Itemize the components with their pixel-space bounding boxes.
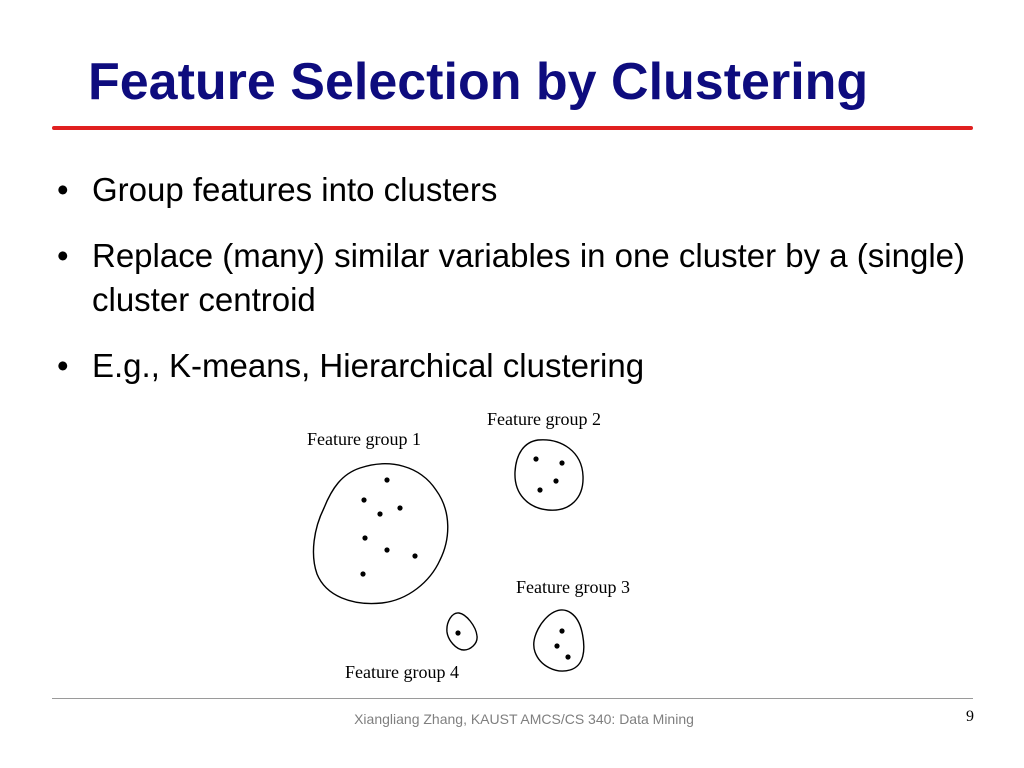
feature-point [559,460,564,465]
bullet-text: Group features into clusters [92,171,498,208]
bullet-marker: • [57,347,69,384]
feature-point [565,654,570,659]
feature-point [360,571,365,576]
feature-group-3-outline [534,610,584,671]
feature-group-1-outline [313,464,447,604]
bullet-marker: • [57,171,69,208]
feature-point [377,511,382,516]
footer-text: Xiangliang Zhang, KAUST AMCS/CS 340: Data Mining [354,711,694,727]
feature-point [455,630,460,635]
feature-group-4-outline [447,613,477,650]
bullet-list [52,168,982,410]
feature-group-1-label: Feature group 1 [307,429,421,449]
bullet-item [52,344,982,388]
feature-point [362,535,367,540]
feature-group-3-points [554,628,570,659]
bullet-item [52,234,982,322]
feature-group-2-points [533,456,564,492]
feature-point [537,487,542,492]
feature-group-1-points [360,477,417,576]
feature-point [553,478,558,483]
feature-point [397,505,402,510]
feature-point [384,547,389,552]
feature-group-2-label: Feature group 2 [487,409,601,429]
feature-point [554,643,559,648]
title-underline [52,126,973,130]
feature-group-4-points [455,630,460,635]
bullet-item [52,168,982,212]
feature-point [559,628,564,633]
feature-group-4-label: Feature group 4 [345,662,459,682]
bullet-text: Replace (many) similar variables in one cluster by a (single) cluster centroid [92,237,966,318]
feature-group-2-outline [515,440,583,510]
slide-title: Feature Selection by Clustering [88,53,869,111]
feature-point [412,553,417,558]
feature-point [384,477,389,482]
feature-groups-figure [300,400,680,690]
bullet-text: E.g., K-means, Hierarchical clustering [92,347,645,384]
feature-point [533,456,538,461]
bullet-marker: • [57,237,69,274]
feature-group-3-label: Feature group 3 [516,577,630,597]
feature-point [361,497,366,502]
page-number: 9 [966,708,974,725]
footer-divider [52,698,973,699]
